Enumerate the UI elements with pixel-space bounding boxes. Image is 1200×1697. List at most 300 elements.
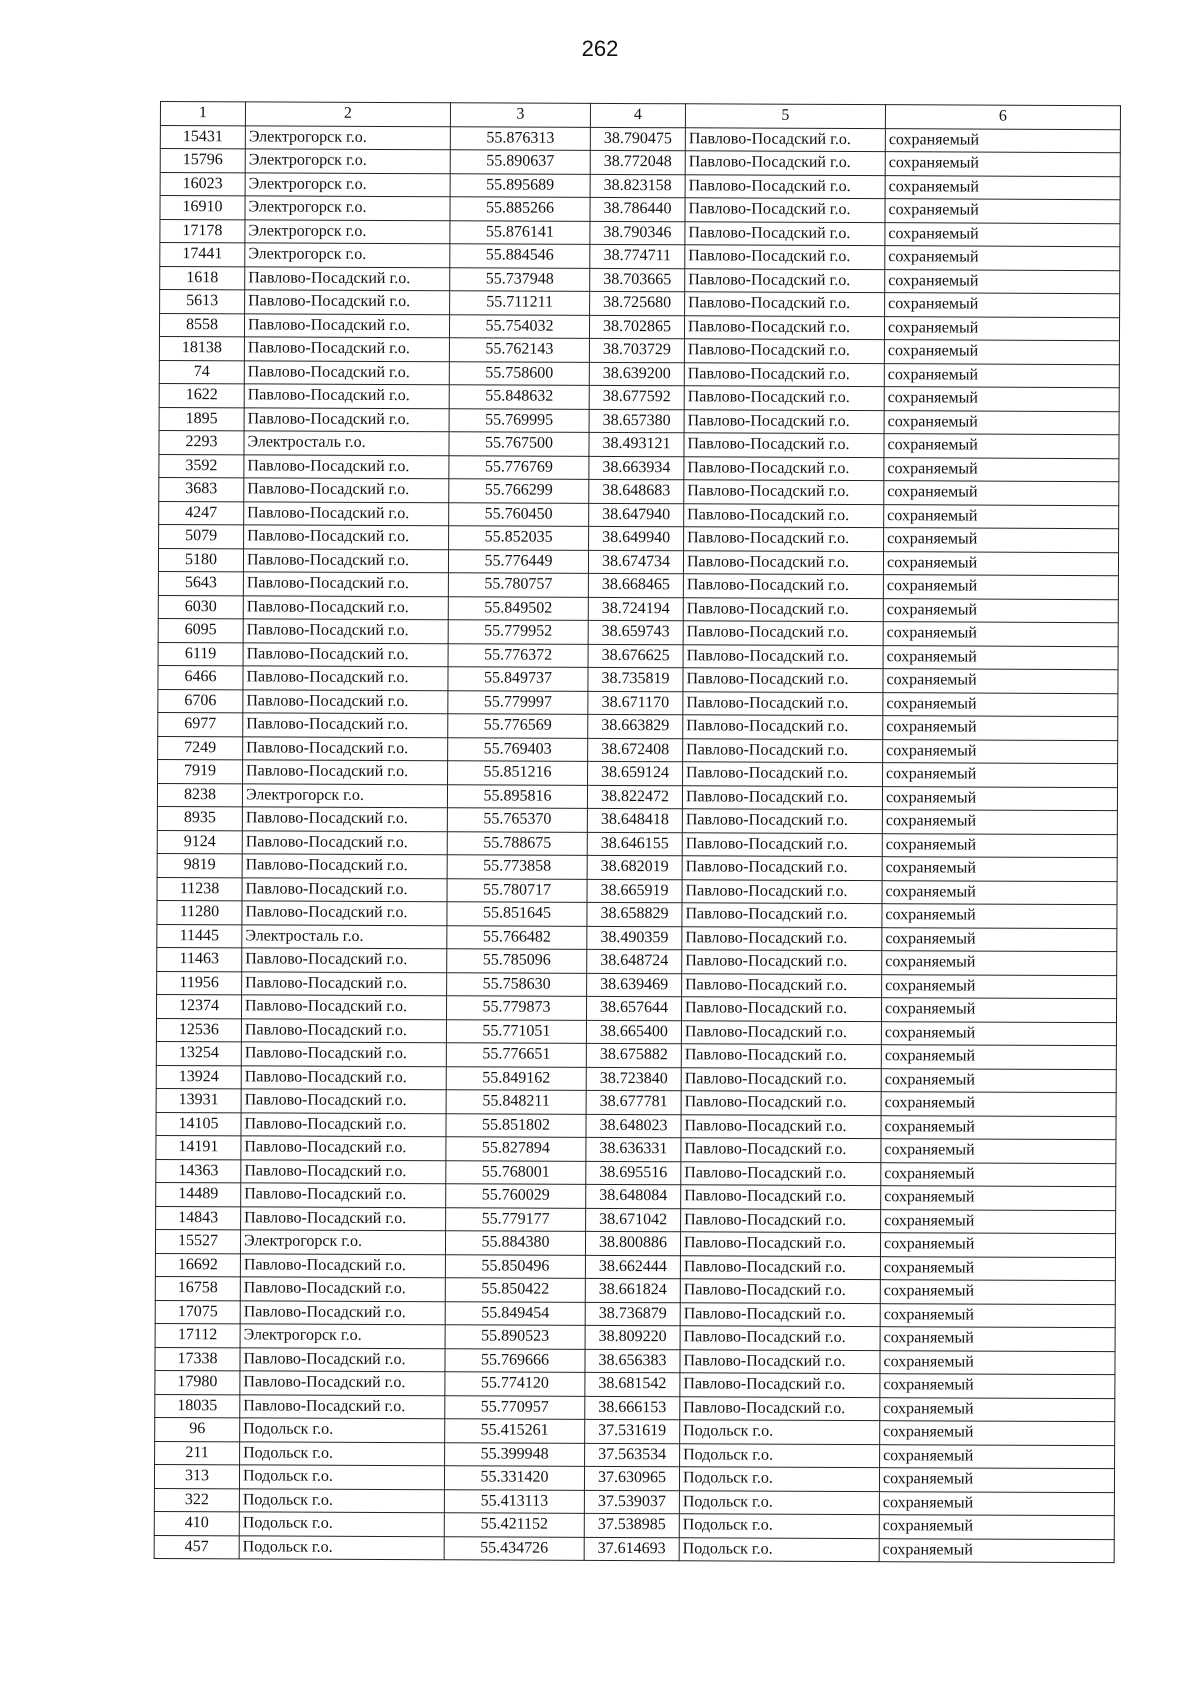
cell-latitude: 55.421152 xyxy=(444,1513,584,1537)
cell-municipality: Павлово-Посадский г.о. xyxy=(240,1371,445,1395)
cell-latitude: 55.760450 xyxy=(449,502,589,526)
cell-district: Подольск г.о. xyxy=(679,1490,879,1514)
cell-district: Павлово-Посадский г.о. xyxy=(683,691,883,715)
cell-municipality: Павлово-Посадский г.о. xyxy=(242,901,447,925)
cell-district: Павлово-Посадский г.о. xyxy=(681,997,881,1021)
cell-latitude: 55.849454 xyxy=(445,1301,585,1325)
cell-municipality: Павлово-Посадский г.о. xyxy=(240,1394,445,1418)
cell-object-id: 14191 xyxy=(156,1135,241,1159)
cell-municipality: Электросталь г.о. xyxy=(242,924,447,948)
cell-object-id: 5180 xyxy=(158,548,243,572)
cell-latitude: 55.776372 xyxy=(448,643,588,667)
cell-status: сохраняемый xyxy=(880,1350,1115,1375)
cell-longitude: 38.823158 xyxy=(590,174,685,198)
cell-municipality: Павлово-Посадский г.о. xyxy=(243,642,448,666)
cell-object-id: 96 xyxy=(155,1417,240,1441)
cell-longitude: 38.658829 xyxy=(587,902,682,926)
cell-latitude: 55.884546 xyxy=(450,244,590,268)
column-header: 1 xyxy=(160,102,245,126)
cell-latitude: 55.331420 xyxy=(444,1466,584,1490)
cell-status: сохраняемый xyxy=(880,1327,1115,1352)
cell-status: сохраняемый xyxy=(883,645,1118,670)
cell-district: Павлово-Посадский г.о. xyxy=(681,1138,881,1162)
cell-municipality: Павлово-Посадский г.о. xyxy=(245,266,450,290)
cell-object-id: 1618 xyxy=(160,266,245,290)
cell-status: сохраняемый xyxy=(885,152,1120,177)
table-row xyxy=(154,1535,1114,1563)
cell-object-id: 12536 xyxy=(156,1018,241,1042)
cell-status: сохраняемый xyxy=(883,575,1118,600)
cell-latitude: 55.779952 xyxy=(448,620,588,644)
cell-status: сохраняемый xyxy=(881,998,1116,1023)
cell-object-id: 74 xyxy=(159,360,244,384)
cell-district: Павлово-Посадский г.о. xyxy=(685,292,885,316)
cell-district: Павлово-Посадский г.о. xyxy=(684,386,884,410)
cell-status: сохраняемый xyxy=(879,1515,1114,1540)
cell-district: Павлово-Посадский г.о. xyxy=(683,597,883,621)
cell-object-id: 13254 xyxy=(156,1041,241,1065)
cell-object-id: 6977 xyxy=(158,712,243,736)
cell-object-id: 16023 xyxy=(160,172,245,196)
cell-latitude: 55.785096 xyxy=(447,949,587,973)
cell-object-id: 13931 xyxy=(156,1088,241,1112)
cell-latitude: 55.776569 xyxy=(448,714,588,738)
cell-district: Подольск г.о. xyxy=(679,1514,879,1538)
cell-district: Павлово-Посадский г.о. xyxy=(681,1161,881,1185)
cell-municipality: Павлово-Посадский г.о. xyxy=(244,525,449,549)
cell-status: сохраняемый xyxy=(883,692,1118,717)
cell-latitude: 55.849162 xyxy=(446,1066,586,1090)
cell-longitude: 38.809220 xyxy=(585,1325,680,1349)
cell-latitude: 55.885266 xyxy=(450,197,590,221)
cell-object-id: 1895 xyxy=(159,407,244,431)
cell-longitude: 38.646155 xyxy=(587,832,682,856)
cell-district: Павлово-Посадский г.о. xyxy=(683,762,883,786)
cell-status: сохраняемый xyxy=(880,1280,1115,1305)
cell-municipality: Павлово-Посадский г.о. xyxy=(242,807,447,831)
cell-municipality: Павлово-Посадский г.о. xyxy=(242,854,447,878)
cell-latitude: 55.851802 xyxy=(446,1113,586,1137)
cell-longitude: 38.674734 xyxy=(588,550,683,574)
cell-latitude: 55.776449 xyxy=(448,549,588,573)
cell-district: Павлово-Посадский г.о. xyxy=(685,151,885,175)
cell-object-id: 14105 xyxy=(156,1112,241,1136)
cell-status: сохраняемый xyxy=(882,927,1117,952)
cell-status: сохраняемый xyxy=(883,763,1118,788)
cell-longitude: 38.649940 xyxy=(589,526,684,550)
cell-district: Павлово-Посадский г.о. xyxy=(684,503,884,527)
cell-district: Павлово-Посадский г.о. xyxy=(685,245,885,269)
cell-latitude: 55.769403 xyxy=(448,737,588,761)
cell-latitude: 55.711211 xyxy=(450,291,590,315)
cell-object-id: 12374 xyxy=(156,994,241,1018)
cell-latitude: 55.399948 xyxy=(445,1442,585,1466)
cell-status: сохраняемый xyxy=(884,481,1119,506)
cell-status: сохраняемый xyxy=(881,1068,1116,1093)
cell-longitude: 38.786440 xyxy=(590,197,685,221)
cell-district: Павлово-Посадский г.о. xyxy=(682,879,882,903)
cell-latitude: 55.767500 xyxy=(449,432,589,456)
cell-district: Павлово-Посадский г.о. xyxy=(681,1114,881,1138)
cell-municipality: Павлово-Посадский г.о. xyxy=(241,1183,446,1207)
cell-municipality: Павлово-Посадский г.о. xyxy=(241,1018,446,1042)
cell-longitude: 38.671170 xyxy=(588,691,683,715)
cell-municipality: Павлово-Посадский г.о. xyxy=(244,478,449,502)
cell-longitude: 37.531619 xyxy=(585,1419,680,1443)
cell-latitude: 55.780717 xyxy=(447,878,587,902)
cell-latitude: 55.776651 xyxy=(446,1043,586,1067)
cell-latitude: 55.769666 xyxy=(445,1348,585,1372)
cell-longitude: 38.671042 xyxy=(586,1208,681,1232)
cell-longitude: 38.639469 xyxy=(587,973,682,997)
cell-longitude: 38.702865 xyxy=(589,315,684,339)
cell-status: сохраняемый xyxy=(882,810,1117,835)
cell-longitude: 38.790346 xyxy=(590,221,685,245)
cell-municipality: Подольск г.о. xyxy=(240,1441,445,1465)
cell-object-id: 410 xyxy=(154,1511,239,1535)
cell-object-id: 15527 xyxy=(155,1229,240,1253)
cell-status: сохраняемый xyxy=(881,1092,1116,1117)
cell-longitude: 38.772048 xyxy=(590,150,685,174)
cell-longitude: 38.666153 xyxy=(585,1396,680,1420)
cell-object-id: 11445 xyxy=(157,924,242,948)
cell-longitude: 38.725680 xyxy=(590,291,685,315)
cell-object-id: 211 xyxy=(155,1441,240,1465)
cell-object-id: 14363 xyxy=(156,1159,241,1183)
cell-district: Павлово-Посадский г.о. xyxy=(680,1349,880,1373)
cell-municipality: Павлово-Посадский г.о. xyxy=(240,1253,445,1277)
cell-status: сохраняемый xyxy=(884,504,1119,529)
cell-latitude: 55.776769 xyxy=(449,455,589,479)
cell-latitude: 55.771051 xyxy=(446,1019,586,1043)
cell-status: сохраняемый xyxy=(885,293,1120,318)
cell-municipality: Павлово-Посадский г.о. xyxy=(241,1042,446,1066)
cell-status: сохраняемый xyxy=(882,857,1117,882)
cell-district: Павлово-Посадский г.о. xyxy=(682,809,882,833)
cell-municipality: Подольск г.о. xyxy=(240,1418,445,1442)
cell-district: Павлово-Посадский г.о. xyxy=(682,950,882,974)
cell-status: сохраняемый xyxy=(881,1045,1116,1070)
cell-longitude: 37.630965 xyxy=(584,1466,679,1490)
cell-municipality: Электрогорск г.о. xyxy=(245,125,450,149)
cell-status: сохраняемый xyxy=(881,1186,1116,1211)
cell-municipality: Электрогорск г.о. xyxy=(245,172,450,196)
cell-municipality: Электрогорск г.о. xyxy=(240,1324,445,1348)
cell-longitude: 38.663829 xyxy=(588,714,683,738)
cell-object-id: 322 xyxy=(154,1488,239,1512)
cell-municipality: Павлово-Посадский г.о. xyxy=(242,971,447,995)
cell-object-id: 17338 xyxy=(155,1347,240,1371)
cell-latitude: 55.766299 xyxy=(449,479,589,503)
cell-longitude: 38.648724 xyxy=(587,949,682,973)
cell-latitude: 55.827894 xyxy=(446,1137,586,1161)
cell-district: Павлово-Посадский г.о. xyxy=(681,1208,881,1232)
cell-district: Павлово-Посадский г.о. xyxy=(681,1044,881,1068)
cell-municipality: Павлово-Посадский г.о. xyxy=(244,313,449,337)
cell-district: Павлово-Посадский г.о. xyxy=(683,738,883,762)
cell-status: сохраняемый xyxy=(880,1233,1115,1258)
cell-longitude: 38.662444 xyxy=(585,1255,680,1279)
cell-latitude: 55.737948 xyxy=(450,267,590,291)
cell-district: Павлово-Посадский г.о. xyxy=(682,973,882,997)
cell-municipality: Павлово-Посадский г.о. xyxy=(244,360,449,384)
cell-latitude: 55.884380 xyxy=(445,1231,585,1255)
cell-object-id: 8238 xyxy=(157,783,242,807)
cell-latitude: 55.852035 xyxy=(449,526,589,550)
cell-object-id: 16910 xyxy=(160,196,245,220)
cell-status: сохраняемый xyxy=(880,1374,1115,1399)
cell-longitude: 37.539037 xyxy=(584,1490,679,1514)
cell-status: сохраняемый xyxy=(884,434,1119,459)
cell-longitude: 37.563534 xyxy=(585,1443,680,1467)
cell-latitude: 55.895816 xyxy=(447,784,587,808)
cell-status: сохраняемый xyxy=(885,246,1120,271)
cell-latitude: 55.413113 xyxy=(444,1489,584,1513)
cell-latitude: 55.768001 xyxy=(446,1160,586,1184)
cell-status: сохраняемый xyxy=(884,410,1119,435)
cell-status: сохраняемый xyxy=(881,1115,1116,1140)
column-header: 5 xyxy=(685,104,885,128)
cell-latitude: 55.788675 xyxy=(447,831,587,855)
cell-municipality: Павлово-Посадский г.о. xyxy=(240,1300,445,1324)
cell-latitude: 55.762143 xyxy=(449,338,589,362)
cell-status: сохраняемый xyxy=(879,1491,1114,1516)
cell-district: Подольск г.о. xyxy=(680,1420,880,1444)
cell-object-id: 8935 xyxy=(157,806,242,830)
cell-object-id: 5613 xyxy=(160,290,245,314)
cell-district: Павлово-Посадский г.о. xyxy=(684,409,884,433)
cell-municipality: Подольск г.о. xyxy=(239,1512,444,1536)
cell-longitude: 38.672408 xyxy=(588,738,683,762)
cell-longitude: 38.665919 xyxy=(587,879,682,903)
cell-object-id: 9819 xyxy=(157,853,242,877)
cell-district: Павлово-Посадский г.о. xyxy=(682,832,882,856)
cell-longitude: 38.800886 xyxy=(585,1231,680,1255)
cell-district: Павлово-Посадский г.о. xyxy=(681,1020,881,1044)
cell-object-id: 17112 xyxy=(155,1323,240,1347)
cell-municipality: Павлово-Посадский г.о. xyxy=(240,1347,445,1371)
cell-status: сохраняемый xyxy=(881,1209,1116,1234)
cell-municipality: Павлово-Посадский г.о. xyxy=(244,501,449,525)
cell-latitude: 55.876141 xyxy=(450,220,590,244)
cell-municipality: Павлово-Посадский г.о. xyxy=(244,454,449,478)
cell-municipality: Павлово-Посадский г.о. xyxy=(241,995,446,1019)
cell-latitude: 55.779873 xyxy=(446,996,586,1020)
cell-municipality: Павлово-Посадский г.о. xyxy=(245,290,450,314)
cell-longitude: 38.665400 xyxy=(586,1020,681,1044)
cell-status: сохраняемый xyxy=(884,457,1119,482)
cell-status: сохраняемый xyxy=(880,1303,1115,1328)
column-header: 4 xyxy=(590,103,685,127)
cell-municipality: Павлово-Посадский г.о. xyxy=(243,572,448,596)
cell-object-id: 5079 xyxy=(159,524,244,548)
cell-status: сохраняемый xyxy=(884,363,1119,388)
cell-status: сохраняемый xyxy=(879,1468,1114,1493)
cell-longitude: 38.682019 xyxy=(587,855,682,879)
cell-municipality: Электрогорск г.о. xyxy=(245,219,450,243)
cell-status: сохраняемый xyxy=(881,1021,1116,1046)
cell-district: Павлово-Посадский г.о. xyxy=(683,621,883,645)
cell-municipality: Павлово-Посадский г.о. xyxy=(241,1089,446,1113)
cell-municipality: Павлово-Посадский г.о. xyxy=(243,548,448,572)
cell-status: сохраняемый xyxy=(880,1397,1115,1422)
cell-latitude: 55.890637 xyxy=(450,150,590,174)
cell-latitude: 55.773858 xyxy=(447,855,587,879)
cell-district: Павлово-Посадский г.о. xyxy=(684,362,884,386)
cell-municipality: Электрогорск г.о. xyxy=(245,243,450,267)
cell-object-id: 7919 xyxy=(158,759,243,783)
cell-longitude: 38.663934 xyxy=(589,456,684,480)
cell-status: сохраняемый xyxy=(884,387,1119,412)
cell-district: Павлово-Посадский г.о. xyxy=(680,1326,880,1350)
cell-object-id: 7249 xyxy=(158,736,243,760)
cell-latitude: 55.780757 xyxy=(448,573,588,597)
cell-district: Павлово-Посадский г.о. xyxy=(682,903,882,927)
cell-status: сохраняемый xyxy=(885,128,1120,153)
cell-district: Павлово-Посадский г.о. xyxy=(684,527,884,551)
cell-status: сохраняемый xyxy=(883,622,1118,647)
cell-latitude: 55.850422 xyxy=(445,1278,585,1302)
cell-latitude: 55.849502 xyxy=(448,596,588,620)
cell-latitude: 55.849737 xyxy=(448,667,588,691)
cell-longitude: 38.736879 xyxy=(585,1302,680,1326)
cell-latitude: 55.770957 xyxy=(445,1395,585,1419)
cell-longitude: 38.822472 xyxy=(587,785,682,809)
cell-object-id: 17441 xyxy=(160,243,245,267)
cell-municipality: Павлово-Посадский г.о. xyxy=(243,736,448,760)
cell-status: сохраняемый xyxy=(885,222,1120,247)
cell-longitude: 38.677592 xyxy=(589,385,684,409)
cell-status: сохраняемый xyxy=(879,1538,1114,1563)
cell-status: сохраняемый xyxy=(883,551,1118,576)
cell-object-id: 5643 xyxy=(158,571,243,595)
cell-latitude: 55.876313 xyxy=(450,126,590,150)
cell-longitude: 38.790475 xyxy=(590,127,685,151)
column-header: 2 xyxy=(245,102,450,126)
cell-longitude: 37.614693 xyxy=(584,1537,679,1561)
cell-longitude: 38.648084 xyxy=(586,1184,681,1208)
cell-object-id: 18035 xyxy=(155,1394,240,1418)
table-body xyxy=(154,125,1120,1563)
cell-longitude: 38.677781 xyxy=(586,1090,681,1114)
cell-object-id: 6119 xyxy=(158,642,243,666)
cell-district: Павлово-Посадский г.о. xyxy=(683,715,883,739)
cell-status: сохраняемый xyxy=(882,974,1117,999)
cell-status: сохраняемый xyxy=(880,1421,1115,1446)
cell-status: сохраняемый xyxy=(882,880,1117,905)
cell-district: Павлово-Посадский г.о. xyxy=(684,433,884,457)
cell-object-id: 8558 xyxy=(159,313,244,337)
cell-latitude: 55.848632 xyxy=(449,385,589,409)
cell-latitude: 55.766482 xyxy=(447,925,587,949)
cell-district: Павлово-Посадский г.о. xyxy=(681,1067,881,1091)
cell-status: сохраняемый xyxy=(882,904,1117,929)
cell-district: Подольск г.о. xyxy=(679,1467,879,1491)
cell-longitude: 38.703729 xyxy=(589,338,684,362)
cell-object-id: 16758 xyxy=(155,1276,240,1300)
cell-object-id: 6466 xyxy=(158,665,243,689)
cell-object-id: 3683 xyxy=(159,477,244,501)
cell-district: Подольск г.о. xyxy=(679,1537,879,1561)
cell-municipality: Подольск г.о. xyxy=(239,1488,444,1512)
cell-status: сохраняемый xyxy=(883,669,1118,694)
registry-table xyxy=(154,101,1121,1563)
cell-latitude: 55.415261 xyxy=(445,1419,585,1443)
cell-district: Павлово-Посадский г.о. xyxy=(685,174,885,198)
cell-district: Павлово-Посадский г.о. xyxy=(680,1232,880,1256)
cell-municipality: Электросталь г.о. xyxy=(244,431,449,455)
cell-longitude: 38.661824 xyxy=(585,1278,680,1302)
cell-longitude: 38.659124 xyxy=(588,761,683,785)
cell-object-id: 18138 xyxy=(159,336,244,360)
cell-longitude: 38.681542 xyxy=(585,1372,680,1396)
cell-object-id: 313 xyxy=(154,1464,239,1488)
cell-district: Павлово-Посадский г.о. xyxy=(680,1373,880,1397)
cell-district: Павлово-Посадский г.о. xyxy=(683,668,883,692)
cell-municipality: Электрогорск г.о. xyxy=(245,196,450,220)
registry-table-container xyxy=(154,101,1120,1563)
cell-object-id: 14489 xyxy=(156,1182,241,1206)
cell-object-id: 6030 xyxy=(158,595,243,619)
cell-latitude: 55.434726 xyxy=(444,1536,584,1560)
cell-status: сохраняемый xyxy=(883,716,1118,741)
cell-status: сохраняемый xyxy=(883,739,1118,764)
cell-municipality: Павлово-Посадский г.о. xyxy=(244,407,449,431)
cell-latitude: 55.890523 xyxy=(445,1325,585,1349)
cell-status: сохраняемый xyxy=(881,1139,1116,1164)
cell-district: Подольск г.о. xyxy=(680,1443,880,1467)
cell-longitude: 38.647940 xyxy=(589,503,684,527)
cell-municipality: Павлово-Посадский г.о. xyxy=(241,1136,446,1160)
cell-object-id: 3592 xyxy=(159,454,244,478)
cell-latitude: 55.760029 xyxy=(446,1184,586,1208)
cell-status: сохраняемый xyxy=(882,833,1117,858)
cell-status: сохраняемый xyxy=(880,1256,1115,1281)
cell-municipality: Павлово-Посадский г.о. xyxy=(242,877,447,901)
cell-district: Павлово-Посадский г.о. xyxy=(685,198,885,222)
cell-longitude: 38.735819 xyxy=(588,667,683,691)
cell-municipality: Павлово-Посадский г.о. xyxy=(243,619,448,643)
cell-object-id: 457 xyxy=(154,1535,239,1559)
cell-object-id: 6706 xyxy=(158,689,243,713)
cell-district: Павлово-Посадский г.о. xyxy=(680,1302,880,1326)
cell-municipality: Павлово-Посадский г.о. xyxy=(243,595,448,619)
cell-municipality: Электрогорск г.о. xyxy=(245,149,450,173)
cell-longitude: 38.657644 xyxy=(586,996,681,1020)
cell-status: сохраняемый xyxy=(885,269,1120,294)
cell-longitude: 38.695516 xyxy=(586,1161,681,1185)
cell-longitude: 38.676625 xyxy=(588,644,683,668)
cell-municipality: Павлово-Посадский г.о. xyxy=(243,760,448,784)
cell-longitude: 38.648418 xyxy=(587,808,682,832)
cell-latitude: 55.895689 xyxy=(450,173,590,197)
cell-district: Павлово-Посадский г.о. xyxy=(685,268,885,292)
column-header: 3 xyxy=(450,103,590,127)
cell-status: сохраняемый xyxy=(881,1162,1116,1187)
cell-object-id: 11463 xyxy=(157,947,242,971)
cell-municipality: Подольск г.о. xyxy=(239,1465,444,1489)
cell-longitude: 38.636331 xyxy=(586,1137,681,1161)
cell-municipality: Павлово-Посадский г.о. xyxy=(243,666,448,690)
column-header: 6 xyxy=(885,105,1120,130)
cell-municipality: Павлово-Посадский г.о. xyxy=(244,384,449,408)
cell-longitude: 38.659743 xyxy=(588,620,683,644)
cell-latitude: 55.758630 xyxy=(447,972,587,996)
cell-status: сохраняемый xyxy=(884,340,1119,365)
cell-district: Павлово-Посадский г.о. xyxy=(680,1279,880,1303)
cell-municipality: Павлово-Посадский г.о. xyxy=(242,830,447,854)
cell-longitude: 37.538985 xyxy=(584,1513,679,1537)
